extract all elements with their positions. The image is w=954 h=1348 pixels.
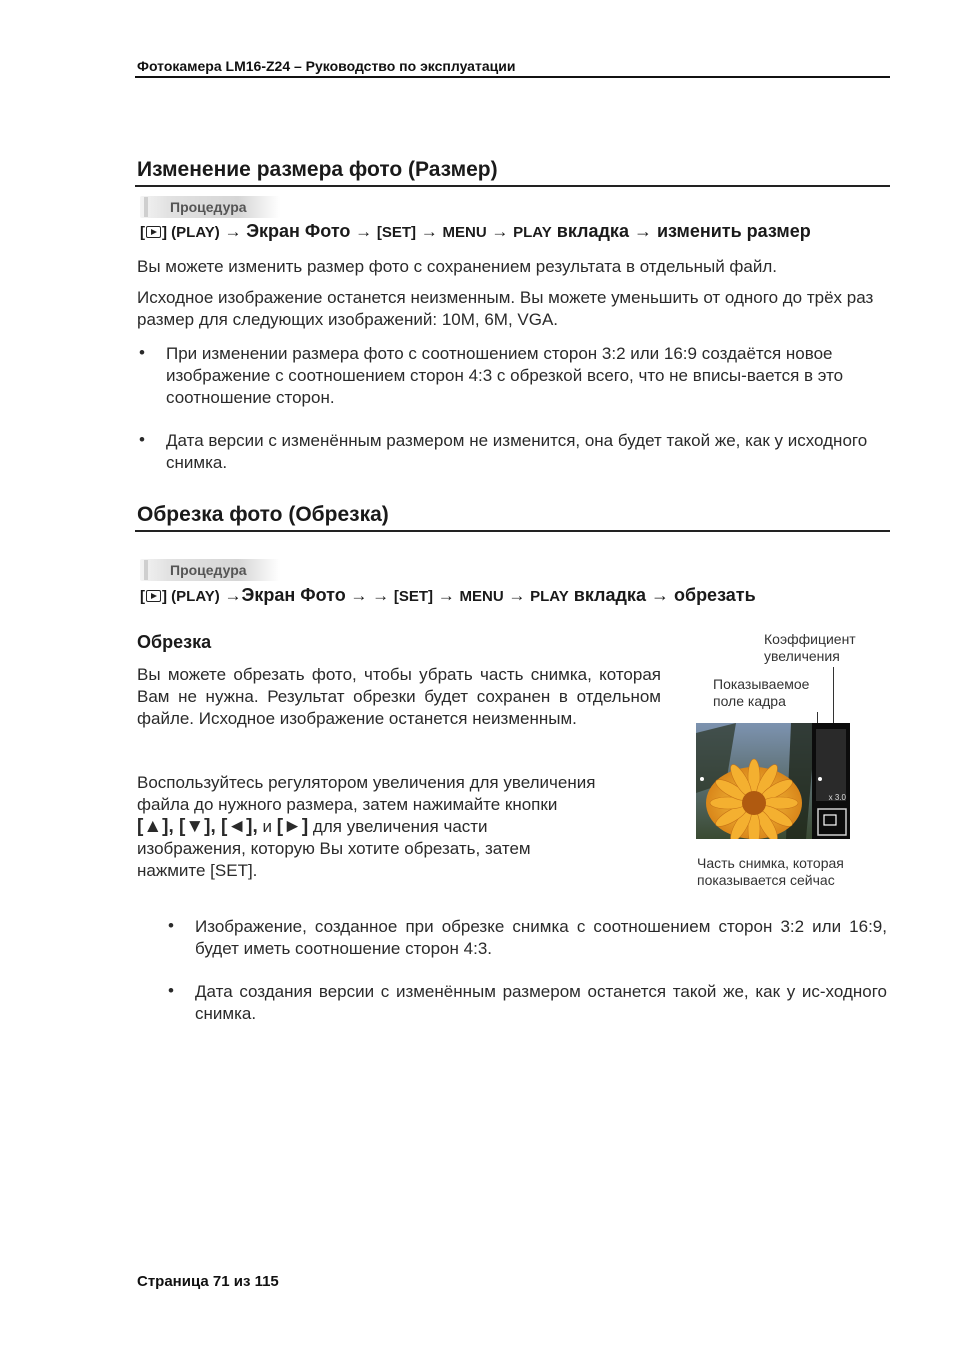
play-bracket-open: [ <box>140 588 145 605</box>
crop-instructions <box>137 772 667 882</box>
tab-path: вкладка → обрезать <box>568 585 756 605</box>
annot-line: Коэффициент <box>764 631 856 647</box>
section2-bullet-2: Дата создания версии с изменённым размером останется такой же, как у ис-ходного снимка. <box>195 982 887 1023</box>
procedure-label: Процедура <box>170 562 247 578</box>
bullet-dot: • <box>139 343 145 362</box>
screen-label: Экран Фото <box>241 585 346 605</box>
menu-key: MENU <box>459 588 504 605</box>
procedure-bar <box>144 560 148 580</box>
bullet-dot: • <box>168 916 174 935</box>
instructions-keys-line <box>137 816 667 838</box>
section2-title: Обрезка фото (Обрезка) <box>137 503 389 526</box>
procedure-label: Процедура <box>170 199 247 215</box>
annot-frame-area <box>713 676 809 710</box>
right-key: [►] <box>276 816 309 837</box>
play-key: PLAY <box>530 588 569 605</box>
tab-path: вкладка → изменить размер <box>551 221 811 241</box>
arrow-keys: [▲], [▼], [◄], <box>137 816 258 837</box>
section1-title: Изменение размера фото (Размер) <box>137 158 498 181</box>
procedure-badge <box>140 559 280 581</box>
play-bracket-close: ] (PLAY) <box>162 224 220 241</box>
section1-procedure-path <box>140 221 811 242</box>
crop-subheading: Обрезка <box>137 632 212 652</box>
play-key: PLAY <box>513 224 552 241</box>
page-number: Страница 71 из 115 <box>137 1273 279 1290</box>
bullet-dot: • <box>168 981 174 1000</box>
crop-paragraph: Вы можете обрезать фото, чтобы убрать часть снимка, которая Вам не нужна. Результат обрезки будет сохранен в отдельном файле. Исходное изображение останется неизменным. <box>137 665 661 728</box>
annot-zoom-factor <box>764 631 856 665</box>
annot-line: поле кадра <box>713 693 786 709</box>
section1-rule <box>135 185 890 187</box>
annot-line: Показываемое <box>713 676 810 692</box>
set-key: [SET] <box>393 588 434 605</box>
section1-bullet-2: Дата версии с изменённым размером не изменится, она будет такой же, как у исходного снимка. <box>166 431 868 472</box>
play-bracket-open: [ <box>140 224 145 241</box>
arrow: → → <box>345 586 394 605</box>
playback-icon <box>146 226 161 238</box>
instructions-line: изображения, которую Вы хотите обрезать, затем <box>137 839 531 858</box>
arrow: → <box>433 586 460 605</box>
arrow: → <box>219 222 247 241</box>
playback-icon <box>146 590 161 602</box>
annot-line: увеличения <box>764 648 840 664</box>
camera-screen-image <box>696 723 850 839</box>
section2-rule <box>135 530 890 532</box>
arrow: → <box>350 222 377 241</box>
bullet-dot: • <box>139 430 145 449</box>
annot-line: показывается сейчас <box>697 872 835 888</box>
play-bracket-close: ] (PLAY) <box>162 588 220 605</box>
and-word: и <box>257 817 277 836</box>
menu-key: MENU <box>442 224 487 241</box>
arrow: → <box>486 222 514 241</box>
arrow: → <box>416 222 443 241</box>
screen-label: Экран Фото <box>246 221 351 241</box>
arrow: → <box>219 586 242 605</box>
instructions-rest: для увеличения части <box>308 817 488 836</box>
instructions-line: Воспользуйтесь регулятором увеличения для увеличения <box>137 773 596 792</box>
procedure-badge <box>140 196 280 218</box>
annot-visible-part <box>697 855 844 889</box>
arrow: → <box>503 586 531 605</box>
section2-bullet-1: Изображение, созданное при обрезке снимка с соотношением сторон 3:2 или 16:9, будет иметь соотношение сторон 4:3. <box>195 917 887 958</box>
instructions-line: файла до нужного размера, затем нажимайте кнопки <box>137 795 558 814</box>
section1-paragraph: Исходное изображение останется неизменным. Вы можете уменьшить от одного до трёх раз размер для следующих изображений: 10M, 6M, VGA. <box>137 288 874 329</box>
section1-intro: Вы можете изменить размер фото с сохранением результата в отдельный файл. <box>137 257 778 276</box>
procedure-bar <box>144 197 148 217</box>
set-key: [SET] <box>376 224 417 241</box>
section1-bullet-1: При изменении размера фото с соотношением сторон 3:2 или 16:9 создаётся новое изображение с соотношением сторон 4:3 с обрезкой всего, что не вписы-вается в это соотношение сторон. <box>166 344 844 407</box>
zoom-readout: x 3.0 <box>828 793 846 802</box>
section2-procedure-path <box>140 585 756 606</box>
header-rule <box>135 76 890 78</box>
flower-photo <box>696 723 850 839</box>
instructions-line: нажмите [SET]. <box>137 861 258 880</box>
running-header: Фотокамера LM16-Z24 – Руководство по эксплуатации <box>137 58 516 74</box>
annot-line: Часть снимка, которая <box>697 855 844 871</box>
